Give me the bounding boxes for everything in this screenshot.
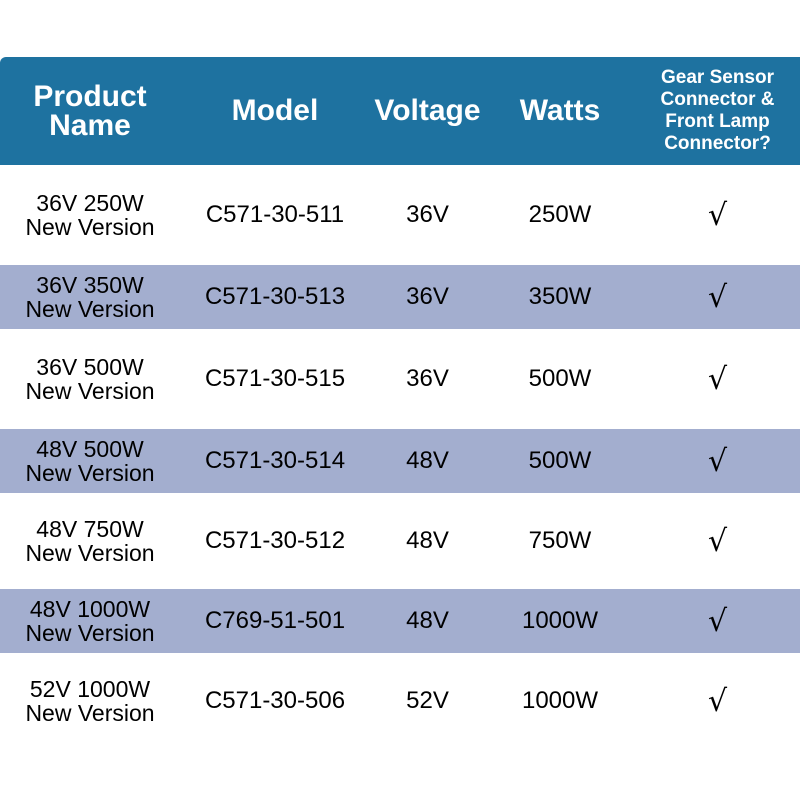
voltage-cell: 48V — [406, 607, 449, 634]
product-name-cell: 52V 1000W New Version — [25, 676, 155, 726]
table-row — [0, 329, 800, 429]
table-row — [0, 589, 800, 653]
table-row — [0, 429, 800, 493]
voltage-cell: 48V — [406, 527, 449, 554]
checkmark-icon: √ — [707, 443, 728, 479]
watts-cell: 750W — [528, 527, 592, 554]
header-voltage: Voltage — [374, 94, 481, 127]
voltage-cell: 48V — [406, 447, 449, 474]
table-header — [0, 57, 800, 165]
model-cell: C571-30-514 — [204, 447, 346, 474]
table-row — [0, 493, 800, 589]
checkmark-icon: √ — [707, 683, 728, 719]
watts-cell: 500W — [528, 447, 592, 474]
checkmark-icon: √ — [707, 603, 728, 639]
voltage-cell: 36V — [406, 201, 449, 228]
voltage-cell: 36V — [406, 365, 449, 392]
table-row — [0, 265, 800, 329]
model-cell: C571-30-515 — [204, 365, 346, 392]
product-table — [0, 57, 800, 749]
watts-cell: 350W — [528, 283, 592, 310]
checkmark-icon: √ — [707, 279, 728, 315]
watts-cell: 500W — [528, 365, 592, 392]
table-row — [0, 165, 800, 265]
header-product-name: Product Name — [33, 80, 147, 142]
product-name-cell: 36V 250W New Version — [25, 190, 155, 240]
model-cell: C571-30-512 — [204, 527, 346, 554]
checkmark-icon: √ — [707, 523, 728, 559]
model-cell: C571-30-511 — [205, 201, 345, 228]
checkmark-icon: √ — [707, 197, 728, 233]
voltage-cell: 36V — [406, 283, 449, 310]
model-cell: C571-30-506 — [204, 687, 346, 714]
header-model: Model — [231, 94, 319, 127]
model-cell: C571-30-513 — [204, 283, 346, 310]
product-name-cell: 48V 750W New Version — [25, 516, 155, 566]
header-watts: Watts — [519, 94, 601, 127]
voltage-cell: 52V — [406, 687, 449, 714]
product-name-cell: 48V 500W New Version — [25, 436, 155, 486]
product-name-cell: 48V 1000W New Version — [25, 596, 155, 646]
product-name-cell: 36V 350W New Version — [25, 272, 155, 322]
watts-cell: 1000W — [521, 607, 599, 634]
checkmark-icon: √ — [707, 361, 728, 397]
watts-cell: 250W — [528, 201, 592, 228]
table-row — [0, 653, 800, 749]
header-connector: Gear Sensor Connector & Front Lamp Connector? — [660, 67, 775, 154]
product-name-cell: 36V 500W New Version — [25, 354, 155, 404]
watts-cell: 1000W — [521, 687, 599, 714]
model-cell: C769-51-501 — [204, 607, 346, 634]
